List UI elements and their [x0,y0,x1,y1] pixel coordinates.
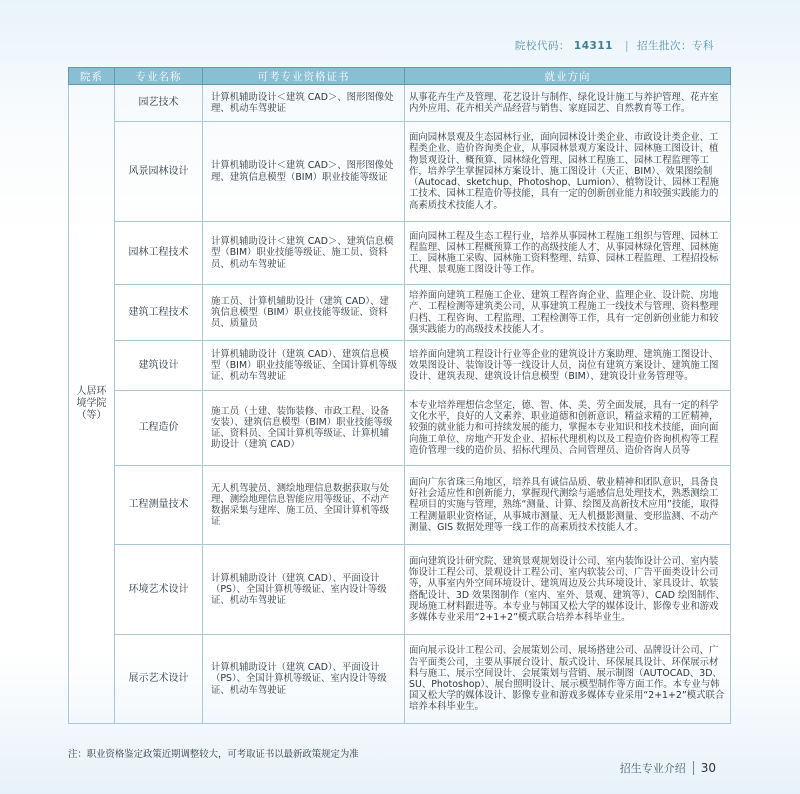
certificates: 无人机驾驶员、测绘地理信息数据获取与处理、测绘地理信息智能应用等级证、不动产数据采集与建库、施工员、全国计算机等级证 [203,466,405,545]
career-direction: 面向展示设计工程公司、会展策划公司、展场搭建公司、品牌设计公司、广告平面类公司，主要从事展台设计、版式设计、环保展具设计、环保展示材料与施工、展示空间设计、会展策划与营销、展示制图（AUTOCAD、3D、SU、Photoshop）、展台照明设计、展示模型制作等方面工作。本专业与韩国又松大学的媒体设计、影像专业和游戏多媒体专业采用“2+1+2”模式联合培养本科毕业生。 [405,635,731,724]
footnote: 注：职业资格鉴定政策近期调整较大，可考取证书以最新政策规定为准 [68,749,359,760]
major-name: 展示艺术设计 [115,635,203,724]
footer-divider [693,761,694,775]
career-direction: 面向园林景观及生态园林行业，面向园林设计类企业、市政设计类企业、工程类企业、造价咨询类企业，从事园林景观方案设计、园林施工图设计、植物景观设计、概预算、园林绿化管理、园林工程施工、园林工程监理等工作，培养学生掌握园林方案设计、施工图设计（天正、BIM）、效果图绘制（Autocad、sketchup、Photoshop、Lumion）、植物设计、园林工程施工技术、园林工程造价等技能，具有一定的创新创业能力和较强实践能力的高素质技术技能人才。 [405,122,731,222]
table-body [69,85,731,724]
career-direction: 面向建筑设计研究院、建筑景观规划设计公司、室内装饰设计公司、室内装饰设计工程公司、景观设计工程公司、室内软装公司、广告平面类设计公司等，从事室内外空间环境设计、建筑周边及公共环境设计、家具设计、软装搭配设计、3D 效果图制作（室内、室外、景观、建筑等）、CAD 绘图制作、现场施工材料跟进等。本专业与韩国又松大学的媒体设计、影像专业和游戏多媒体专业采用“2+1+2”模式联合培养本科毕业生。 [405,545,731,635]
table-row [69,285,731,341]
certificates: 计算机辅助设计（建筑 CAD）、平面设计（PS）、全国计算机等级证、室内设计等级证、机动车驾驶证 [203,545,405,635]
certificates: 计算机辅助设计（建筑 CAD）、平面设计（PS）、全国计算机等级证、室内设计等级证、机动车驾驶证 [203,635,405,724]
table-row [69,85,731,122]
career-direction: 本专业培养理想信念坚定，德、智、体、美、劳全面发展，具有一定的科学文化水平，良好的人文素养、职业道德和创新意识，精益求精的工匠精神，较强的就业能力和可持续发展的能力，掌握本专业知识和技术技能，面向面向施工单位、房地产开发企业、招标代理机构以及工程造价咨询机构等工程造价管理一线的造价员、招标代理员、合同管理员、造价咨询人员等 [405,391,731,466]
batch-label: 招生批次： [637,40,692,52]
certificates: 施工员、计算机辅助设计（建筑 CAD）、建筑信息模型（BIM）职业技能等级证、资料员、质量员 [203,285,405,341]
major-name: 风景园林设计 [115,122,203,222]
certificates: 计算机辅助设计＜建筑 CAD＞、图形图像处理、机动车驾驶证 [203,85,405,122]
page-number: 30 [700,761,716,775]
major-name: 环境艺术设计 [115,545,203,635]
table-row [69,222,731,285]
major-name: 园艺技术 [115,85,203,122]
table-row [69,466,731,545]
certificates: 计算机辅助设计＜建筑 CAD＞、建筑信息模型（BIM）职业技能等级证、施工员、资料员、机动车驾驶证 [203,222,405,285]
certificates: 计算机辅助设计（建筑 CAD）、建筑信息模型（BIM）职业技能等级证、全国计算机等级证、机动车驾驶证 [203,341,405,391]
school-code: 14311 [573,39,613,52]
major-name: 工程测量技术 [115,466,203,545]
career-direction: 培养面向建筑工程设计行业等企业的建筑设计方案助理、建筑施工图设计、效果图设计、装饰设计等一线设计人员，岗位有建筑方案设计、建筑施工图设计、建筑表现、建筑设计信息模型（BIM）、建筑设计业务管理等。 [405,341,731,391]
batch-value: 专科 [692,40,714,52]
certificates: 施工员（土建、装饰装修、市政工程、设备安装）、建筑信息模型（BIM）职业技能等级证、资料员、全国计算机等级证、计算机辅助设计（建筑 CAD） [203,391,405,466]
department-cell: 人居环境学院（等） [69,85,115,724]
career-direction: 培养面向建筑工程施工企业、建筑工程咨询企业、监理企业、设计院、房地产、工程检测等建筑类公司，从事建筑工程施工一线技术与管理、资料整理归档、工程咨询、工程监理、工程检测等工作，具有一定创新创业能力和较强实践能力的高级技术技能人才。 [405,285,731,341]
page-header [515,38,714,53]
certificates: 计算机辅助设计＜建筑 CAD＞、图形图像处理、建筑信息模型（BIM）职业技能等级证 [203,122,405,222]
major-name: 园林工程技术 [115,222,203,285]
major-name: 建筑工程技术 [115,285,203,341]
header-major: 专业名称 [115,68,203,85]
career-direction: 面向广东省珠三角地区，培养具有诚信品质、敬业精神和团队意识，具备良好社会适应性和创新能力，掌握现代测绘与遥感信息处理技术，熟悉测绘工程项目的实施与管理，熟练“测量、计算、绘图及高新技术应用”技能，取得工程测量职业资格证，从事城市测量、无人机摄影测量、变形监测、不动产测量、GIS 数据处理等一线工作的高素质技术技能人才。 [405,466,731,545]
school-code-label: 院校代码： [514,40,570,52]
table-row [69,635,731,724]
table-row [69,545,731,635]
career-direction: 面向园林工程及生态工程行业，培养从事园林工程施工组织与管理、园林工程监理、园林工程概预算工作的高级技能人才，从事园林绿化管理、园林施工、园林施工采购、园林施工资料整理、结算、园林工程监理、工程招投标代理、景观施工图设计等工作。 [405,222,731,285]
header-separator: | [624,39,629,52]
header-department: 院系 [69,68,115,85]
section-title: 招生专业介绍 [619,762,686,775]
table-header-row [69,68,731,85]
table-row [69,391,731,466]
header-certificates: 可考专业资格证书 [203,68,405,85]
majors-table [68,67,731,724]
career-direction: 从事花卉生产及管理、花艺设计与制作、绿化设计施工与养护管理、花卉室内外应用、花卉相关产品经营与销售、家庭园艺、自然教育等工作。 [405,85,731,122]
page-footer [620,760,716,776]
table-row [69,122,731,222]
major-name: 建筑设计 [115,341,203,391]
table-row [69,341,731,391]
header-career-direction: 就业方向 [405,68,731,85]
major-name: 工程造价 [115,391,203,466]
